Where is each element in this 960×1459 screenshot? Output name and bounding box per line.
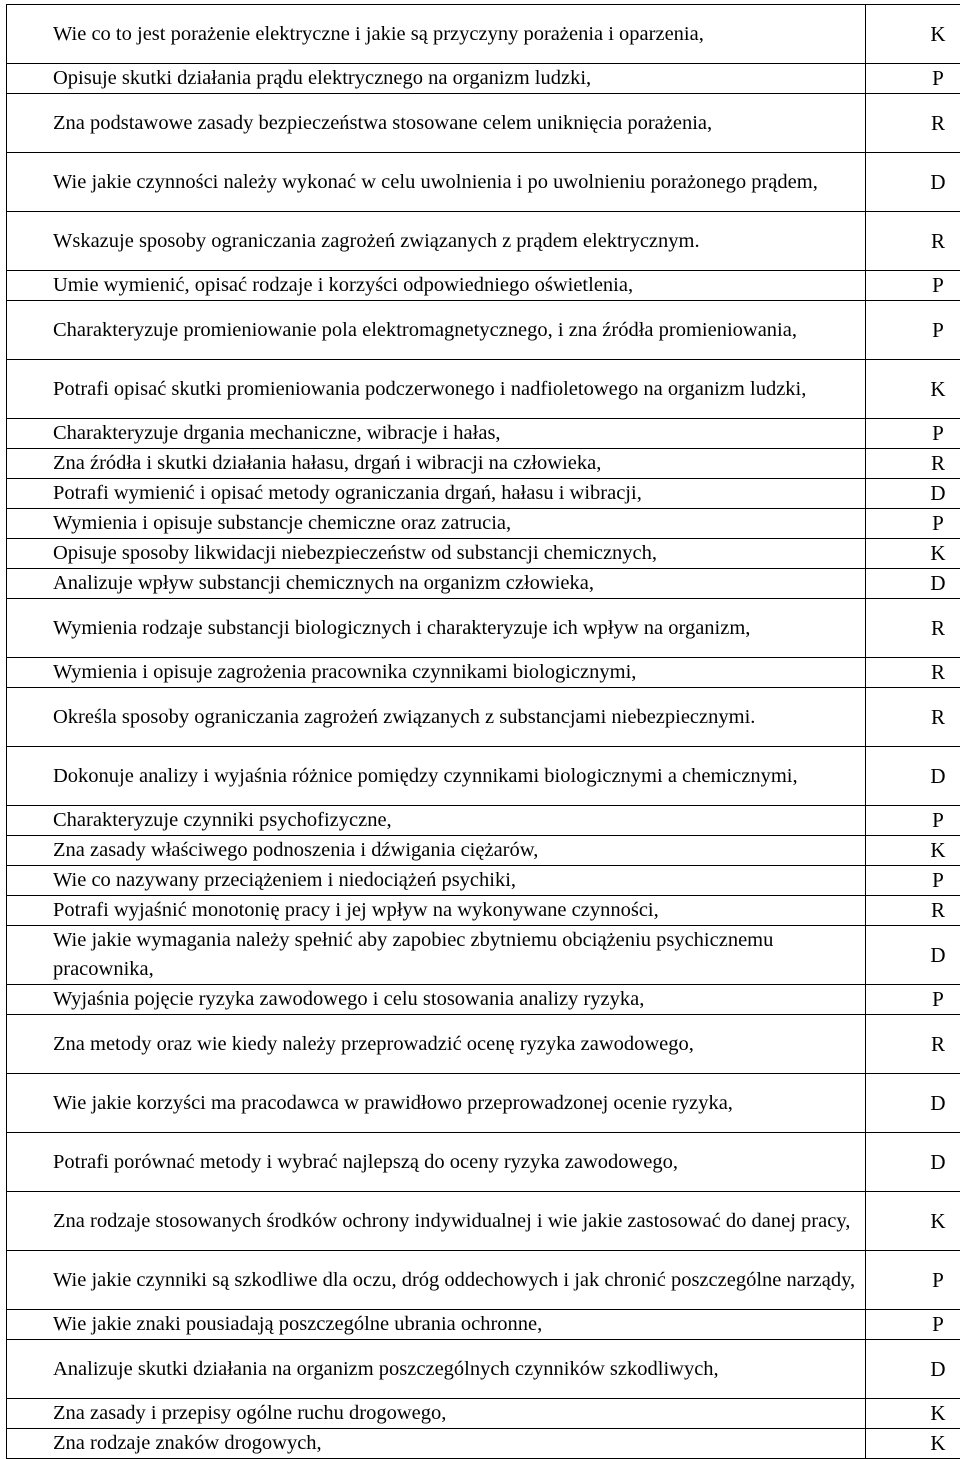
table-row [7,926,960,985]
level-code: D [866,926,960,985]
level-code: P [866,271,960,301]
table-row [7,985,960,1015]
requirement-text: Wie jakie czynniki są szkodliwe dla oczu, dróg oddechowych i jak chronić poszczególne narządy, [7,1251,866,1310]
level-code: D [866,479,960,509]
level-code: P [866,1251,960,1310]
table-row [7,153,960,212]
requirement-text: Potrafi porównać metody i wybrać najlepszą do oceny ryzyka zawodowego, [7,1133,866,1192]
table-row [7,599,960,658]
table-row [7,747,960,806]
table-row [7,5,960,64]
requirement-text: Zna podstawowe zasady bezpieczeństwa stosowane celem uniknięcia porażenia, [7,94,866,153]
requirement-text: Analizuje wpływ substancji chemicznych na organizm człowieka, [7,569,866,599]
requirement-text: Potrafi wymienić i opisać metody ograniczania drgań, hałasu i wibracji, [7,479,866,509]
level-code: P [866,806,960,836]
requirement-text: Zna zasady właściwego podnoszenia i dźwigania ciężarów, [7,836,866,866]
table-row [7,1251,960,1310]
requirement-text: Dokonuje analizy i wyjaśnia różnice pomiędzy czynnikami biologicznymi a chemicznymi, [7,747,866,806]
requirement-text: Potrafi wyjaśnić monotonię pracy i jej wpływ na wykonywane czynności, [7,896,866,926]
level-code: K [866,360,960,419]
requirement-text: Opisuje skutki działania prądu elektrycznego na organizm ludzki, [7,64,866,94]
requirement-text: Analizuje skutki działania na organizm poszczególnych czynników szkodliwych, [7,1340,866,1399]
table-row [7,360,960,419]
table-row [7,1192,960,1251]
level-code: P [866,419,960,449]
requirement-text: Wymienia i opisuje zagrożenia pracownika czynnikami biologicznymi, [7,658,866,688]
table-row [7,212,960,271]
table-row [7,419,960,449]
table-row [7,896,960,926]
table-row [7,688,960,747]
level-code: P [866,64,960,94]
requirement-text: Wie co to jest porażenie elektryczne i jakie są przyczyny porażenia i oparzenia, [7,5,866,64]
level-code: R [866,1015,960,1074]
level-code: R [866,599,960,658]
table-row [7,479,960,509]
table-row [7,866,960,896]
table-row [7,1015,960,1074]
requirement-text: Wyjaśnia pojęcie ryzyka zawodowego i celu stosowania analizy ryzyka, [7,985,866,1015]
requirement-text: Wskazuje sposoby ograniczania zagrożeń związanych z prądem elektrycznym. [7,212,866,271]
requirement-text: Umie wymienić, opisać rodzaje i korzyści odpowiedniego oświetlenia, [7,271,866,301]
table-row [7,1340,960,1399]
requirement-text: Wie jakie znaki pousiadają poszczególne ubrania ochronne, [7,1310,866,1340]
level-code: R [866,449,960,479]
level-code: D [866,1133,960,1192]
requirement-text: Zna rodzaje znaków drogowych, [7,1429,866,1459]
table-row [7,449,960,479]
requirement-text: Zna źródła i skutki działania hałasu, drgań i wibracji na człowieka, [7,449,866,479]
requirement-text: Zna metody oraz wie kiedy należy przeprowadzić ocenę ryzyka zawodowego, [7,1015,866,1074]
level-code: R [866,658,960,688]
level-code: R [866,896,960,926]
requirement-text: Opisuje sposoby likwidacji niebezpieczeństw od substancji chemicznych, [7,539,866,569]
level-code: R [866,94,960,153]
table-row [7,509,960,539]
requirement-text: Charakteryzuje czynniki psychofizyczne, [7,806,866,836]
level-code: D [866,153,960,212]
table-row [7,1133,960,1192]
level-code: D [866,747,960,806]
level-code: K [866,1399,960,1429]
level-code: R [866,212,960,271]
table-row [7,569,960,599]
table-row [7,271,960,301]
requirement-text: Charakteryzuje drgania mechaniczne, wibracje i hałas, [7,419,866,449]
table-row [7,539,960,569]
table-row [7,1399,960,1429]
level-code: P [866,985,960,1015]
table-row [7,1310,960,1340]
requirement-text: Charakteryzuje promieniowanie pola elektromagnetycznego, i zna źródła promieniowania, [7,301,866,360]
level-code: P [866,866,960,896]
table-row [7,94,960,153]
table-row [7,806,960,836]
requirement-text: Zna zasady i przepisy ogólne ruchu drogowego, [7,1399,866,1429]
level-code: R [866,688,960,747]
requirement-text: Potrafi opisać skutki promieniowania podczerwonego i nadfioletowego na organizm ludzki, [7,360,866,419]
requirement-text: Wymienia i opisuje substancje chemiczne oraz zatrucia, [7,509,866,539]
level-code: P [866,1310,960,1340]
level-code: P [866,509,960,539]
requirement-text: Zna rodzaje stosowanych środków ochrony indywidualnej i wie jakie zastosować do danej pracy, [7,1192,866,1251]
level-code: K [866,5,960,64]
requirements-table [6,4,960,1459]
level-code: P [866,301,960,360]
table-row [7,836,960,866]
level-code: K [866,1429,960,1459]
table-row [7,64,960,94]
table-row [7,658,960,688]
table-row [7,301,960,360]
requirement-text: Wie jakie czynności należy wykonać w celu uwolnienia i po uwolnieniu porażonego prądem, [7,153,866,212]
table-row [7,1429,960,1459]
requirement-text: Wie jakie wymagania należy spełnić aby zapobiec zbytniemu obciążeniu psychicznemu pracownika, [7,926,866,985]
level-code: D [866,1340,960,1399]
requirement-text: Wymienia rodzaje substancji biologicznych i charakteryzuje ich wpływ na organizm, [7,599,866,658]
requirement-text: Wie co nazywany przeciążeniem i niedociążeń psychiki, [7,866,866,896]
requirement-text: Wie jakie korzyści ma pracodawca w prawidłowo przeprowadzonej ocenie ryzyka, [7,1074,866,1133]
level-code: D [866,569,960,599]
table-row [7,1074,960,1133]
level-code: K [866,539,960,569]
level-code: K [866,836,960,866]
level-code: D [866,1074,960,1133]
requirement-text: Określa sposoby ograniczania zagrożeń związanych z substancjami niebezpiecznymi. [7,688,866,747]
level-code: K [866,1192,960,1251]
